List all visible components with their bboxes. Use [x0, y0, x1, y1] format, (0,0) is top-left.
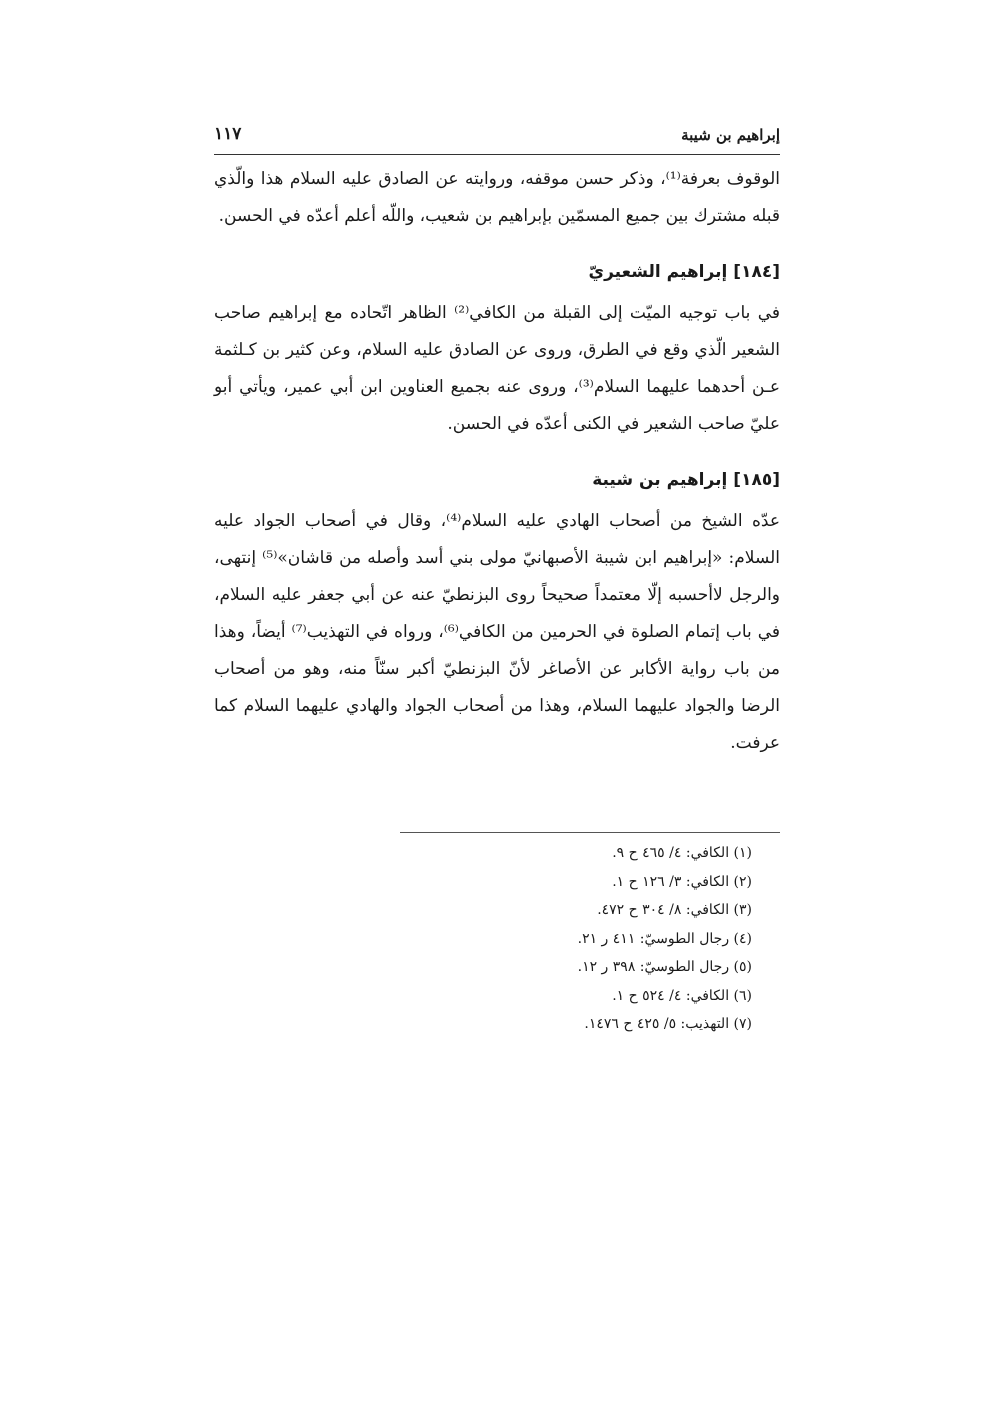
entry-heading-184 [214, 257, 780, 287]
entry-title: إبراهيم الشعيريّ [588, 262, 728, 282]
running-title: إبراهيم بن شيبة [681, 126, 780, 144]
entry-title: إبراهيم بن شيبة [592, 470, 728, 490]
entry-paragraph-185: عدّه الشيخ من أصحاب الهادي عليه السلام⁽⁴⁾، وقال في أصحاب الجواد عليه السلام: «إبراهيم ابن شيبة الأصبهانيّ مولى بني أسد وأصله من قاشان»⁽⁵⁾ إنتهى، والرجل لاأحسبه إلّا معتمداً صحيحاً روى البزنطيّ عنه عن أبي جعفر عليه السلام، في باب إتمام الصلوة في الحرمين من الكافي⁽⁶⁾، ورواه في التهذيب⁽⁷⁾ أيضاً، وهذا من باب رواية الأكابر عن الأصاغر لأنّ البزنطيّ أكبر سنّاً منه، وهو من أصحاب الرضا والجواد عليهما السلام، وهذا من أصحاب الجواد والهادي عليهما السلام كما عرفت. [214, 511, 781, 753]
running-header [214, 120, 780, 155]
footnote: (٣) الكافي: ٨/ ٣٠٤ ح ٤٧٢. [597, 902, 752, 918]
footnote: (٢) الكافي: ٣/ ١٢٦ ح ١. [612, 873, 752, 890]
footnote: (٦) الكافي: ٤/ ٥٢٤ ح ١. [612, 987, 752, 1004]
footnote: (١) الكافي: ٤/ ٤٦٥ ح ٩. [612, 845, 752, 861]
entry-heading-185 [214, 465, 780, 495]
entry-number: [١٨٤] [733, 262, 780, 282]
entry-number: [١٨٥] [733, 470, 780, 490]
footnote: (٧) التهذيب: ٥/ ٤٢٥ ح ١٤٧٦. [584, 1016, 752, 1032]
book-page [214, 120, 780, 1039]
footnote: (٤) رجال الطوسيّ: ٤١١ ر ٢١. [577, 930, 752, 947]
entry-paragraph-184: في باب توجيه الميّت إلى القبلة من الكافي⁽²⁾ الظاهر اتّحاده مع إبراهيم صاحب الشعير الّذي وقع في الطرق، وروى عن الصادق عليه السلام، وعن كثير بن كـلثمة عـن أحدهما عليهما السلام⁽³⁾، وروى عنه بجميع العناوين ابن أبي عمير، ويأتي أبو عليّ صاحب الشعير في الكنى أعدّه في الحسن. [214, 303, 781, 434]
footnotes-list [214, 833, 780, 1039]
page-number: ١١٧ [214, 124, 242, 144]
footnote: (٥) رجال الطوسيّ: ٣٩٨ ر ١٢. [577, 959, 752, 975]
intro-paragraph: الوقوف بعرفة⁽¹⁾، وذكر حسن موقفه، وروايته عن الصادق عليه السلام هذا والّذي قبله مشترك بين جميع المسمّين بإبراهيم بن شعيب، واللّه أعلم أعدّه في الحسن. [214, 169, 780, 226]
